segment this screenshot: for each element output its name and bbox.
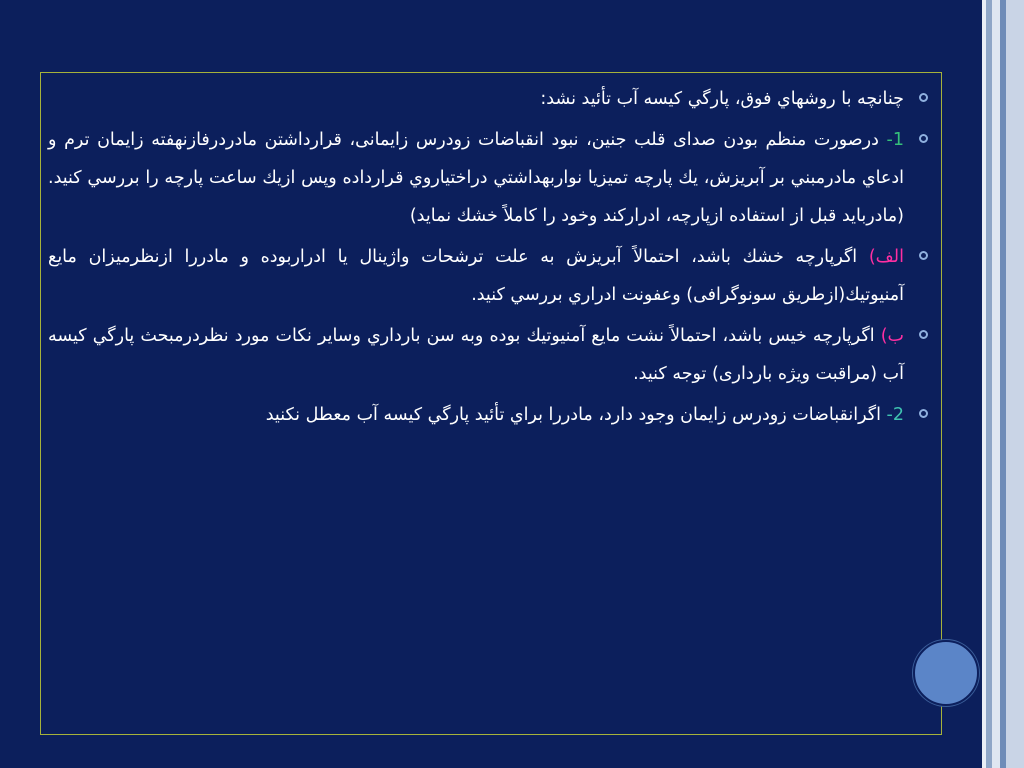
list-item: [48, 396, 934, 434]
circle-bullet-icon: [919, 409, 928, 418]
circle-bullet-icon: [919, 251, 928, 260]
item-label: الف): [868, 247, 904, 267]
circle-bullet-icon: [919, 93, 928, 102]
stripe: [992, 0, 1000, 768]
list-item: [48, 238, 934, 314]
decorative-circle: [913, 640, 979, 706]
right-decorative-stripes: [976, 0, 1024, 768]
list-item: [48, 317, 934, 393]
stripe: [1006, 0, 1024, 768]
item-label: ب): [880, 326, 904, 346]
item-text: اگرپارچه خشك باشد، احتمالاً آبريزش به علت ترشحات واژينال يا ادراربوده و مادررا ازنظرميزان مايع آمنيوتيك(ازطريق سونوگرافی) وعفونت ادراري بررسي كنيد.: [48, 247, 904, 305]
circle-bullet-icon: [919, 330, 928, 339]
item-text: چنانچه با روشهاي فوق، پارگي کيسه آب تأئيد نشد:: [540, 89, 904, 109]
slide-body: [48, 80, 934, 437]
item-text: اگرپارچه خيس باشد، احتمالاً نشت مايع آمنيوتيك بوده وبه سن بارداري وساير نكات مورد نظردرمبحث پارگي كيسه آب (مراقبت ويژه بارداری) توجه كنيد.: [48, 326, 904, 384]
list-item: [48, 80, 934, 118]
item-label: 2-: [886, 405, 904, 425]
item-label: 1-: [886, 130, 904, 150]
list-item: [48, 121, 934, 235]
item-text: درصورت منظم بودن صدای قلب جنين، نبود انقباضات زودرس زايمانی، قرارداشتن مادردرفازنهفته زايمان ترم و ادعاي مادرمبني بر آبريزش، يك پارچه تميزيا نواربهداشتي دراختياروي قرارداده وپس ازيك ساعت پارچه را بررسي كنيد. (مادربايد قبل از استفاده ازپارچه، ادراركند وخود را كاملاً خشك نمايد): [48, 130, 904, 226]
item-text: اگرانقباضات زودرس زايمان وجود دارد، مادررا براي تأئيد پارگي كيسه آب معطل نكنيد: [265, 405, 887, 425]
circle-bullet-icon: [919, 134, 928, 143]
